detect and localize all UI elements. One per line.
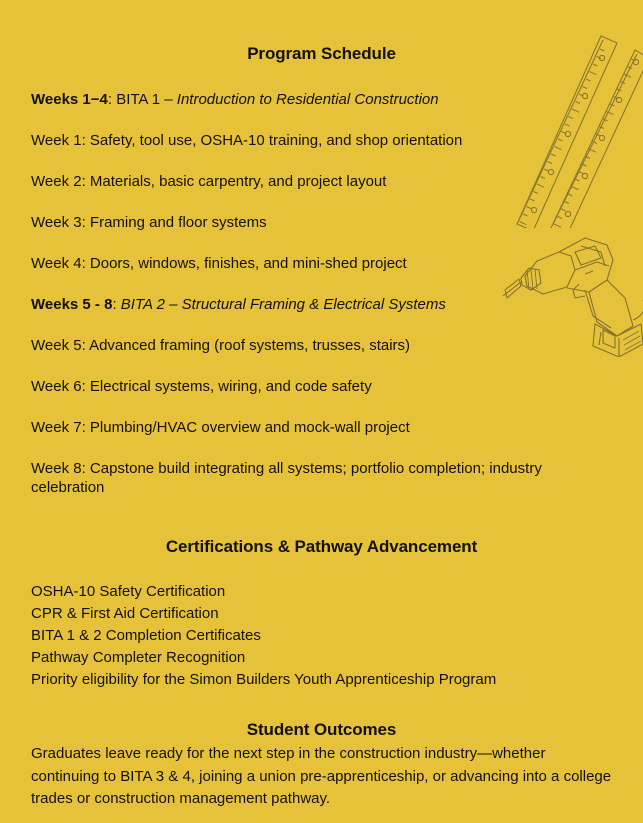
list-item: Pathway Completer Recognition bbox=[31, 649, 246, 666]
schedule-entry-week6: Week 6: Electrical systems, wiring, and code safety bbox=[31, 378, 372, 395]
list-item: OSHA-10 Safety Certification bbox=[31, 583, 226, 600]
schedule-entry-weeks-label: Weeks 1−4 bbox=[31, 91, 108, 108]
section-title-certifications: Certifications & Pathway Advancement bbox=[165, 537, 478, 556]
list-item: Priority eligibility for the Simon Builders Youth Apprenticeship Program bbox=[31, 671, 497, 688]
schedule-entry-course-title: BITA 2 – Structural Framing & Electrical Systems bbox=[120, 296, 446, 313]
certifications-list bbox=[31, 557, 612, 691]
schedule-entry-weeks-label: Weeks 5 - 8 bbox=[31, 296, 113, 313]
list-item: CPR & First Aid Certification bbox=[31, 605, 219, 622]
schedule-entry-separator: : bbox=[112, 296, 121, 313]
schedule-entry-bita1 bbox=[31, 64, 612, 109]
schedule-entry-week2: Week 2: Materials, basic carpentry, and project layout bbox=[31, 173, 387, 190]
page-title-program-schedule: Program Schedule bbox=[247, 44, 396, 63]
section-title-student-outcomes: Student Outcomes bbox=[246, 720, 397, 739]
schedule-entry-week8: Week 8: Capstone build integrating all systems; portfolio completion; industry celebration bbox=[31, 460, 542, 496]
schedule-entry-separator: : BITA 1 – bbox=[107, 91, 177, 108]
schedule-entry-week1: Week 1: Safety, tool use, OSHA-10 training, and shop orientation bbox=[31, 132, 463, 149]
schedule-entry-week3: Week 3: Framing and floor systems bbox=[31, 214, 267, 231]
schedule-entry-bita2 bbox=[31, 273, 612, 314]
schedule-entry-week7: Week 7: Plumbing/HVAC overview and mock-wall project bbox=[31, 419, 410, 436]
list-item: BITA 1 & 2 Completion Certificates bbox=[31, 627, 261, 644]
student-outcomes-body: Graduates leave ready for the next step in the construction industry—whether continuing to BITA 3 & 4, joining a union pre-apprenticeship, or advancing into a college trades or construction management pathway. bbox=[31, 745, 612, 807]
schedule-entry-week4: Week 4: Doors, windows, finishes, and mini-shed project bbox=[31, 255, 407, 272]
schedule-entry-course-title: Introduction to Residential Construction bbox=[176, 91, 439, 108]
schedule-entry-week5: Week 5: Advanced framing (roof systems, trusses, stairs) bbox=[31, 337, 411, 354]
